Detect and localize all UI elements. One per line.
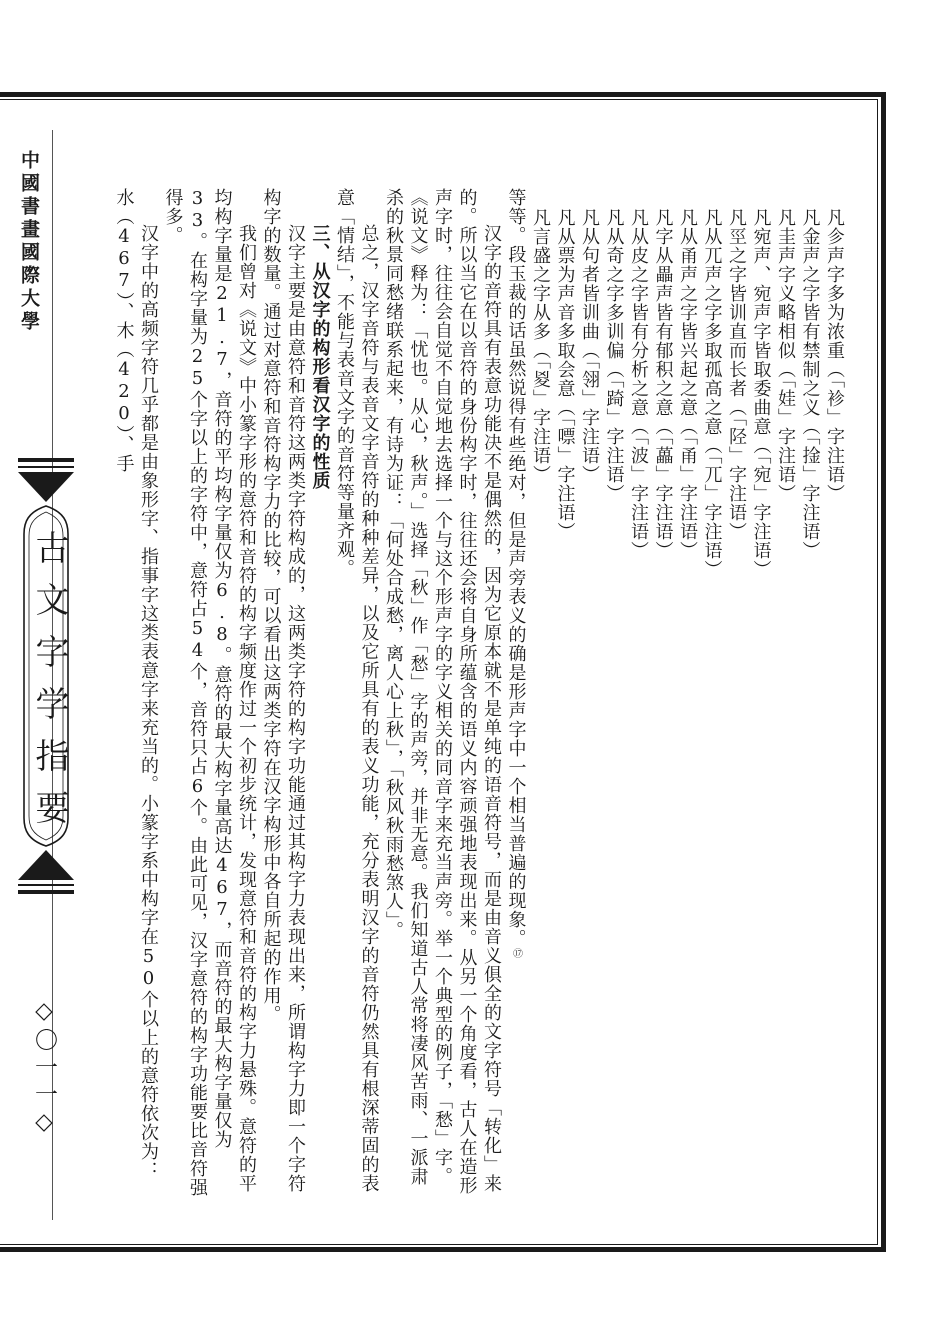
list-item: 凡从票为声音多取会意（「嘌」字注语） <box>554 207 576 541</box>
title-ornament-bottom <box>18 890 74 894</box>
list-item: 凡圭声字义略相似（「娃」字注语） <box>775 207 796 503</box>
main-text-column <box>114 188 846 1198</box>
list-item: 凡从皮之字皆有分析之意（「波」字注语） <box>628 207 649 560</box>
paragraph-composition: 汉字主要是由意符和音符这两类字符构成的，这两类字符的构字功能通过其构字力表现出来，所谓构字力即一个字符构字的数量。通过对意符和音符构字力的比较，可以看出这两类字符在汉字构形中各自所起的作用。 <box>260 188 306 1193</box>
paragraph-high-frequency: 汉字中的高频字符几乎都是由象形字、指事字这类表意字来充当的。小篆字系中构字在50个以上的意符依次为：水（467）、木（420）、手 <box>113 188 159 1180</box>
paragraph-summary <box>503 188 528 1198</box>
footnote-marker: ⑰ <box>510 948 522 959</box>
paragraph-statistics: 我们曾对《说文》中小篆字形的意符和音符的构字频度作过一个初步统计，发现意符和音符的构字力悬殊。意符的平均构字量是21.7，音符的平均构字量仅为6.8。意符的最大构字量高达467，而音符的最大构字量仅为33。在构字量为25个字以上的字符中，意符占54个，音符只占6个。由此可见，汉字意符的构字功能要比音符强得多。 <box>162 188 257 1197</box>
paragraph-semantic-function: 汉字的音符具有表意功能决不是偶然的，因为它原本就不是单纯的语音符号，而是由音义俱全的文字符号「转化」来的。所以当它在以音符的身份构字时，往往还会将自身所蕴含的语义内容顽强地表现出来。从另一个角度看，古人在造形声字时，往往会自觉不自觉地去选择一个与这个形声字的字义相关的同音字来充当声旁。举一个典型的例子，「愁」字。《说文》释为：「忧也。从心，秋声。」选择「秋」作「愁」字的声旁，并非无意。我们知道古人常将凄风苦雨、一派肃杀的秋景同愁绪联系起来，有诗为证：「何处合成愁，离人心上秋」，「秋风秋雨愁煞人」。 <box>383 188 502 1195</box>
title-ornament-top-rule <box>18 466 74 468</box>
section-heading: 三、从汉字的构形看汉字的性质 <box>309 224 331 490</box>
list-item: 凡言盛之字从多（「㚇」字注语） <box>530 207 551 484</box>
list-item: 凡从奇之字多训偏（「踦」字注语） <box>603 207 625 503</box>
list-item: 凡字从畾声皆有郁积之意（「藟」字注语） <box>652 207 674 560</box>
page-number: ◇〇一一◇ <box>31 998 57 1139</box>
list-item: 凡金声之字皆有禁制之义（「捦」字注语） <box>799 207 821 560</box>
book-title: 古文字学指要 <box>29 530 69 842</box>
institution-name: 中國書畫國際大學 <box>18 150 40 334</box>
list-item: 凡从兀声之字多取孤高之意（「兀」字注语） <box>701 207 723 579</box>
paragraph-conclusion: 总之，汉字音符与表音文字音符的种种差异，以及它所具有的表义功能，充分表明汉字的音符仍然具有根深蒂固的表意「情结」，不能与表音文字的音符等量齐观。 <box>334 188 380 1193</box>
list-item: 凡从甬声之字皆兴起之意（「甬」字注语） <box>677 207 698 560</box>
title-ornament-top <box>18 458 74 462</box>
list-item: 凡㐱声字多为浓重（「袗」字注语） <box>824 207 845 503</box>
title-ornament-bottom-rule <box>18 884 74 886</box>
list-item: 凡从句者皆训曲（「翎」字注语） <box>579 207 600 484</box>
paragraph-summary-text: 等等。段玉裁的话虽然说得有些绝对，但是声旁表义的确是形声字中一个相当普遍的现象。 <box>505 188 527 948</box>
list-item: 凡宛声、宛声字皆取委曲意（「宛」字注语） <box>750 207 772 579</box>
list-item: 凡巠之字皆训直而长者（「陉」字注语） <box>726 207 747 541</box>
